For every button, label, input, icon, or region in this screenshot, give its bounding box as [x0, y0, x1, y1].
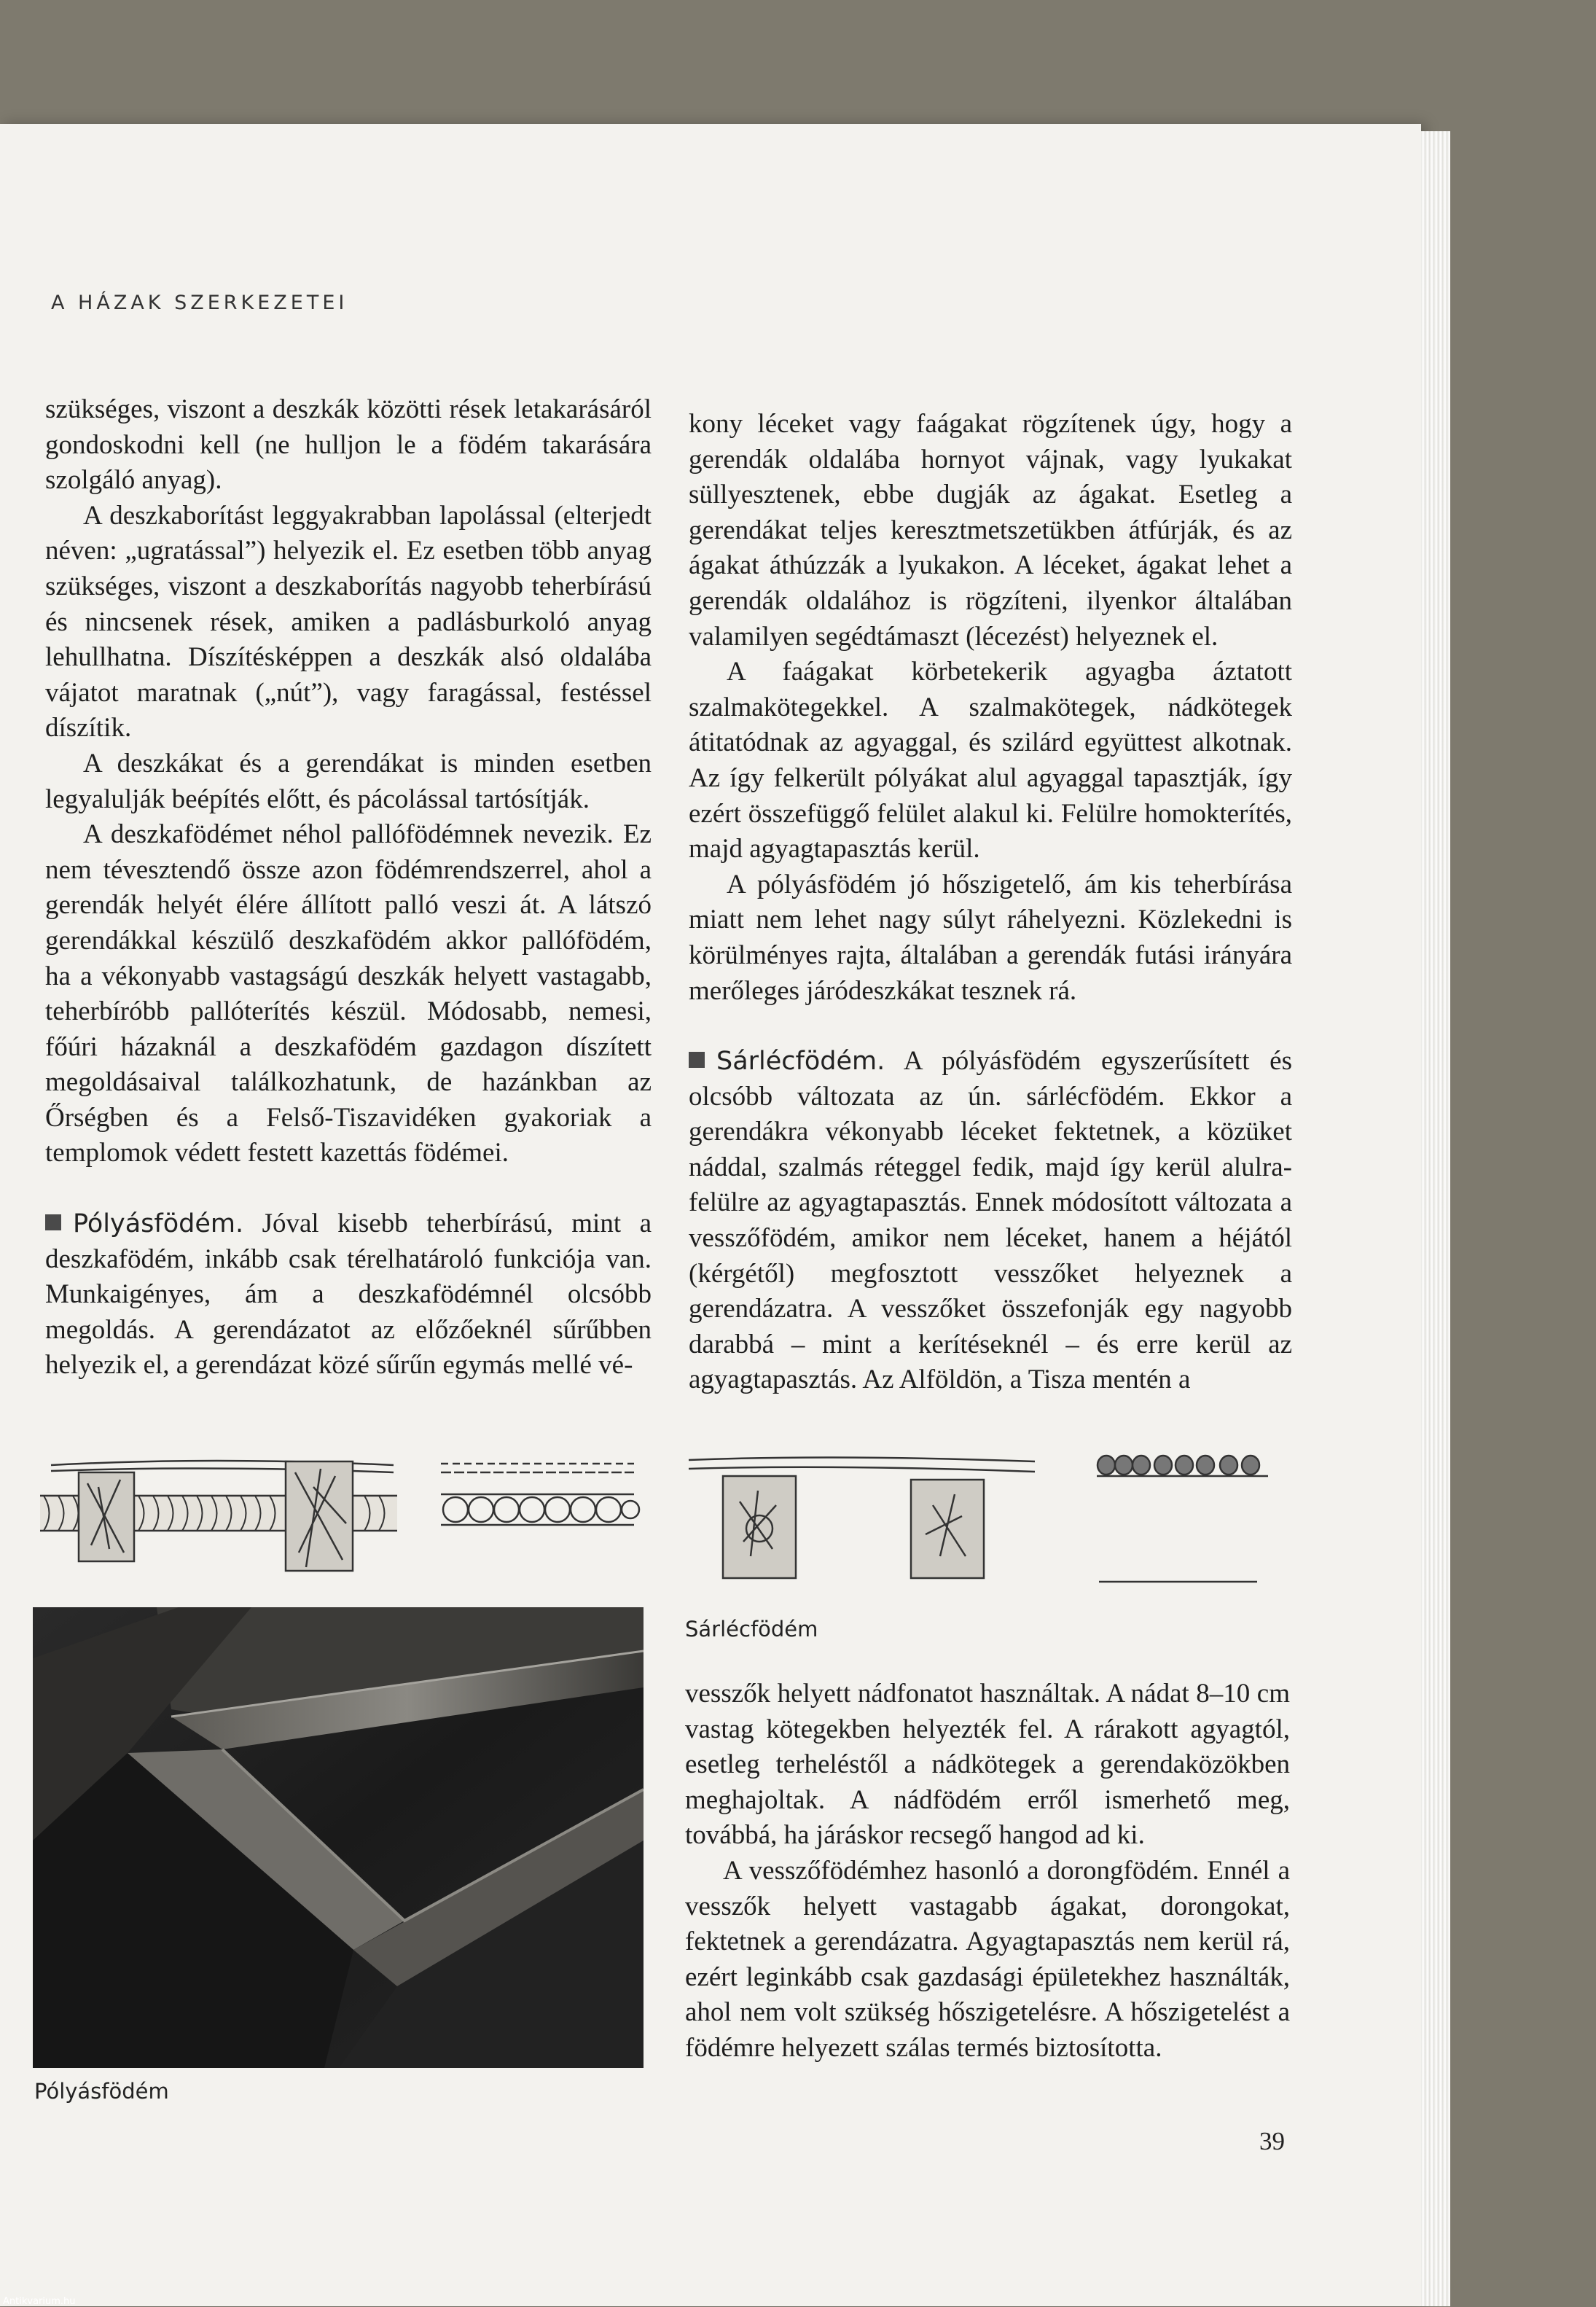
paragraph: A deszkákat és a gerendákat is minden esetben legyalulják beépítés előtt, és pácolással tartósítják. [45, 748, 652, 814]
bullet-square-icon [689, 1052, 705, 1068]
bullet-square-icon [45, 1214, 61, 1230]
sarlecfodem-diagram [685, 1447, 1312, 1607]
paragraph: A faágakat körbetekerik agyagba áztatott szalmakötegekkel. A szalmakötegek, nádkötegek átitatódnak az agyaggal, és szilárd együttest alkotnak. Az így felkerült pólyákat alul agyaggal tapasztják, így ezért összefüggő felület alakul ki. Felülre homokterítés, majd agyagtapasztás kerül. [689, 657, 1292, 864]
paragraph: A deszkaborítást leggyakrabban lapolással (elterjedt néven: „ugratással”) helyezik el. Ez esetben több anyag szükséges, viszont a deszkaborítás nagyobb teherbírású és nincsenek rések, amiken a padlásburkoló anyag lehullhatna. Díszítésképpen a deszkák alsó oldalába vájatot maratnak („nút”), vagy faragással, festéssel díszítik. [45, 500, 652, 743]
left-column [45, 392, 652, 1383]
polyasfodem-diagram [29, 1443, 656, 1589]
page-number: 39 [1259, 2127, 1285, 2155]
paragraph: A deszkafödémet néhol pallófödémnek nevezik. Ez nem tévesztendő össze azon födémrendszerrel, ahol a gerendák helyét élére állított palló veszi át. A látszó gerendákkal készülő deszkafödém akkor pallófödém, ha a vékonyabb vastagságú deszkák helyett vastagabb, teherbíróbb pallóterítés készül. Módosabb, nemesi, főúri házaknál a deszkafödém gazdagon díszített megoldásaival találkozhatunk, de hazánkban az Őrségben és a Felső-Tiszavidéken gyakoriak a templomok védett festett kazettás födémei. [45, 819, 652, 1168]
watermark: Antikvarium.hu [3, 2296, 76, 2307]
polyasfodem-photo [33, 1607, 644, 2068]
caption-sarlecfodem: Sárlécfödém [685, 1617, 818, 1642]
page-stack-edge [1421, 131, 1450, 2306]
section-sarlecfodem [689, 1044, 1292, 1398]
running-header: A HÁZAK SZERKEZETEI [51, 292, 348, 314]
paragraph: A vesszőfödémhez hasonló a dorongfödém. Ennél a vesszők helyett vastagabb ágakat, dorongokat, fektetnek a gerendázatra. Agyagtapasztás nem kerül rá, ezért leginkább csak gazdasági épületekhez használták, ahol nem volt szükség hőszigetelésre. A hőszigetelést a födémre helyezett szálas termés biztosította. [685, 1855, 1290, 2063]
section-title: Sárlécfödém. [716, 1047, 885, 1077]
section-text: Jóval kisebb teherbírású, mint a deszkafödém, inkább csak térelhatároló funkciója van. Munkaigényes, ám a deszkafödémnél olcsóbb megoldás. A gerendázatot az előzőeknél sűrűbben helyezik el, a gerendázat közé sűrűn egymás mellé vé- [45, 1209, 652, 1381]
bottom-right-column [685, 1676, 1290, 2066]
caption-polyasfodem: Pólyásfödém [34, 2079, 169, 2104]
paragraph: vesszők helyett nádfonatot használtak. A nádat 8–10 cm vastag kötegekben helyezték fel. A rárakott agyagtól, esetleg terheléstől a nádkötegek a gerendaközökben meghajoltak. A nádfödém erről ismerhető meg, továbbá, ha járáskor recsegő hangod ad ki. [685, 1679, 1290, 1851]
section-title: Pólyásfödém. [73, 1209, 244, 1239]
section-text: A pólyásfödém egyszerűsített és olcsóbb változata az ún. sárlécfödém. Ekkor a gerendákra vékonyabb léceket fektetnek, a közüket náddal, szalmás réteggel fedik, majd így kerül alulra-felülre az agyagtapasztás. Ennek módosított változata a vesszőfödém, amikor nem léceket, hanem a héjától (kérgétől) megfosztott vesszőket helyeznek a gerendázatra. A vesszőket összefonják egy nagyobb darabbá – mint a kerítéseknél – és erre kerül az agyagtapasztás. Az Alföldön, a Tisza mentén a [689, 1046, 1292, 1395]
paragraph: kony léceket vagy faágakat rögzítenek úgy, hogy a gerendák oldalába hornyot vájnak, vagy lyukakat süllyesztenek, ebbe dugják az ágakat. Esetleg a gerendákat teljes keresztmetszetükben átfúrják, és az ágakat áthúzzák a lyukakon. A léceket, ágakat lehet a gerendák oldalához is rögzíteni, ilyenkor általában valamilyen segédtámaszt (lécezést) helyeznek el. [689, 409, 1292, 652]
paragraph: A pólyásfödém jó hőszigetelő, ám kis teherbírása miatt nem lehet nagy súlyt ráhelyezni. Közlekedni is körülményes rajta, általában a gerendák futási irányára merőleges járódeszkákat tesznek rá. [689, 869, 1292, 1006]
paragraph: szükséges, viszont a deszkák közötti rések letakarásáról gondoskodni kell (ne hulljon le a födém takarására szolgáló anyag). [45, 394, 652, 496]
section-polyasfodem [45, 1206, 652, 1383]
right-column [689, 407, 1292, 1398]
